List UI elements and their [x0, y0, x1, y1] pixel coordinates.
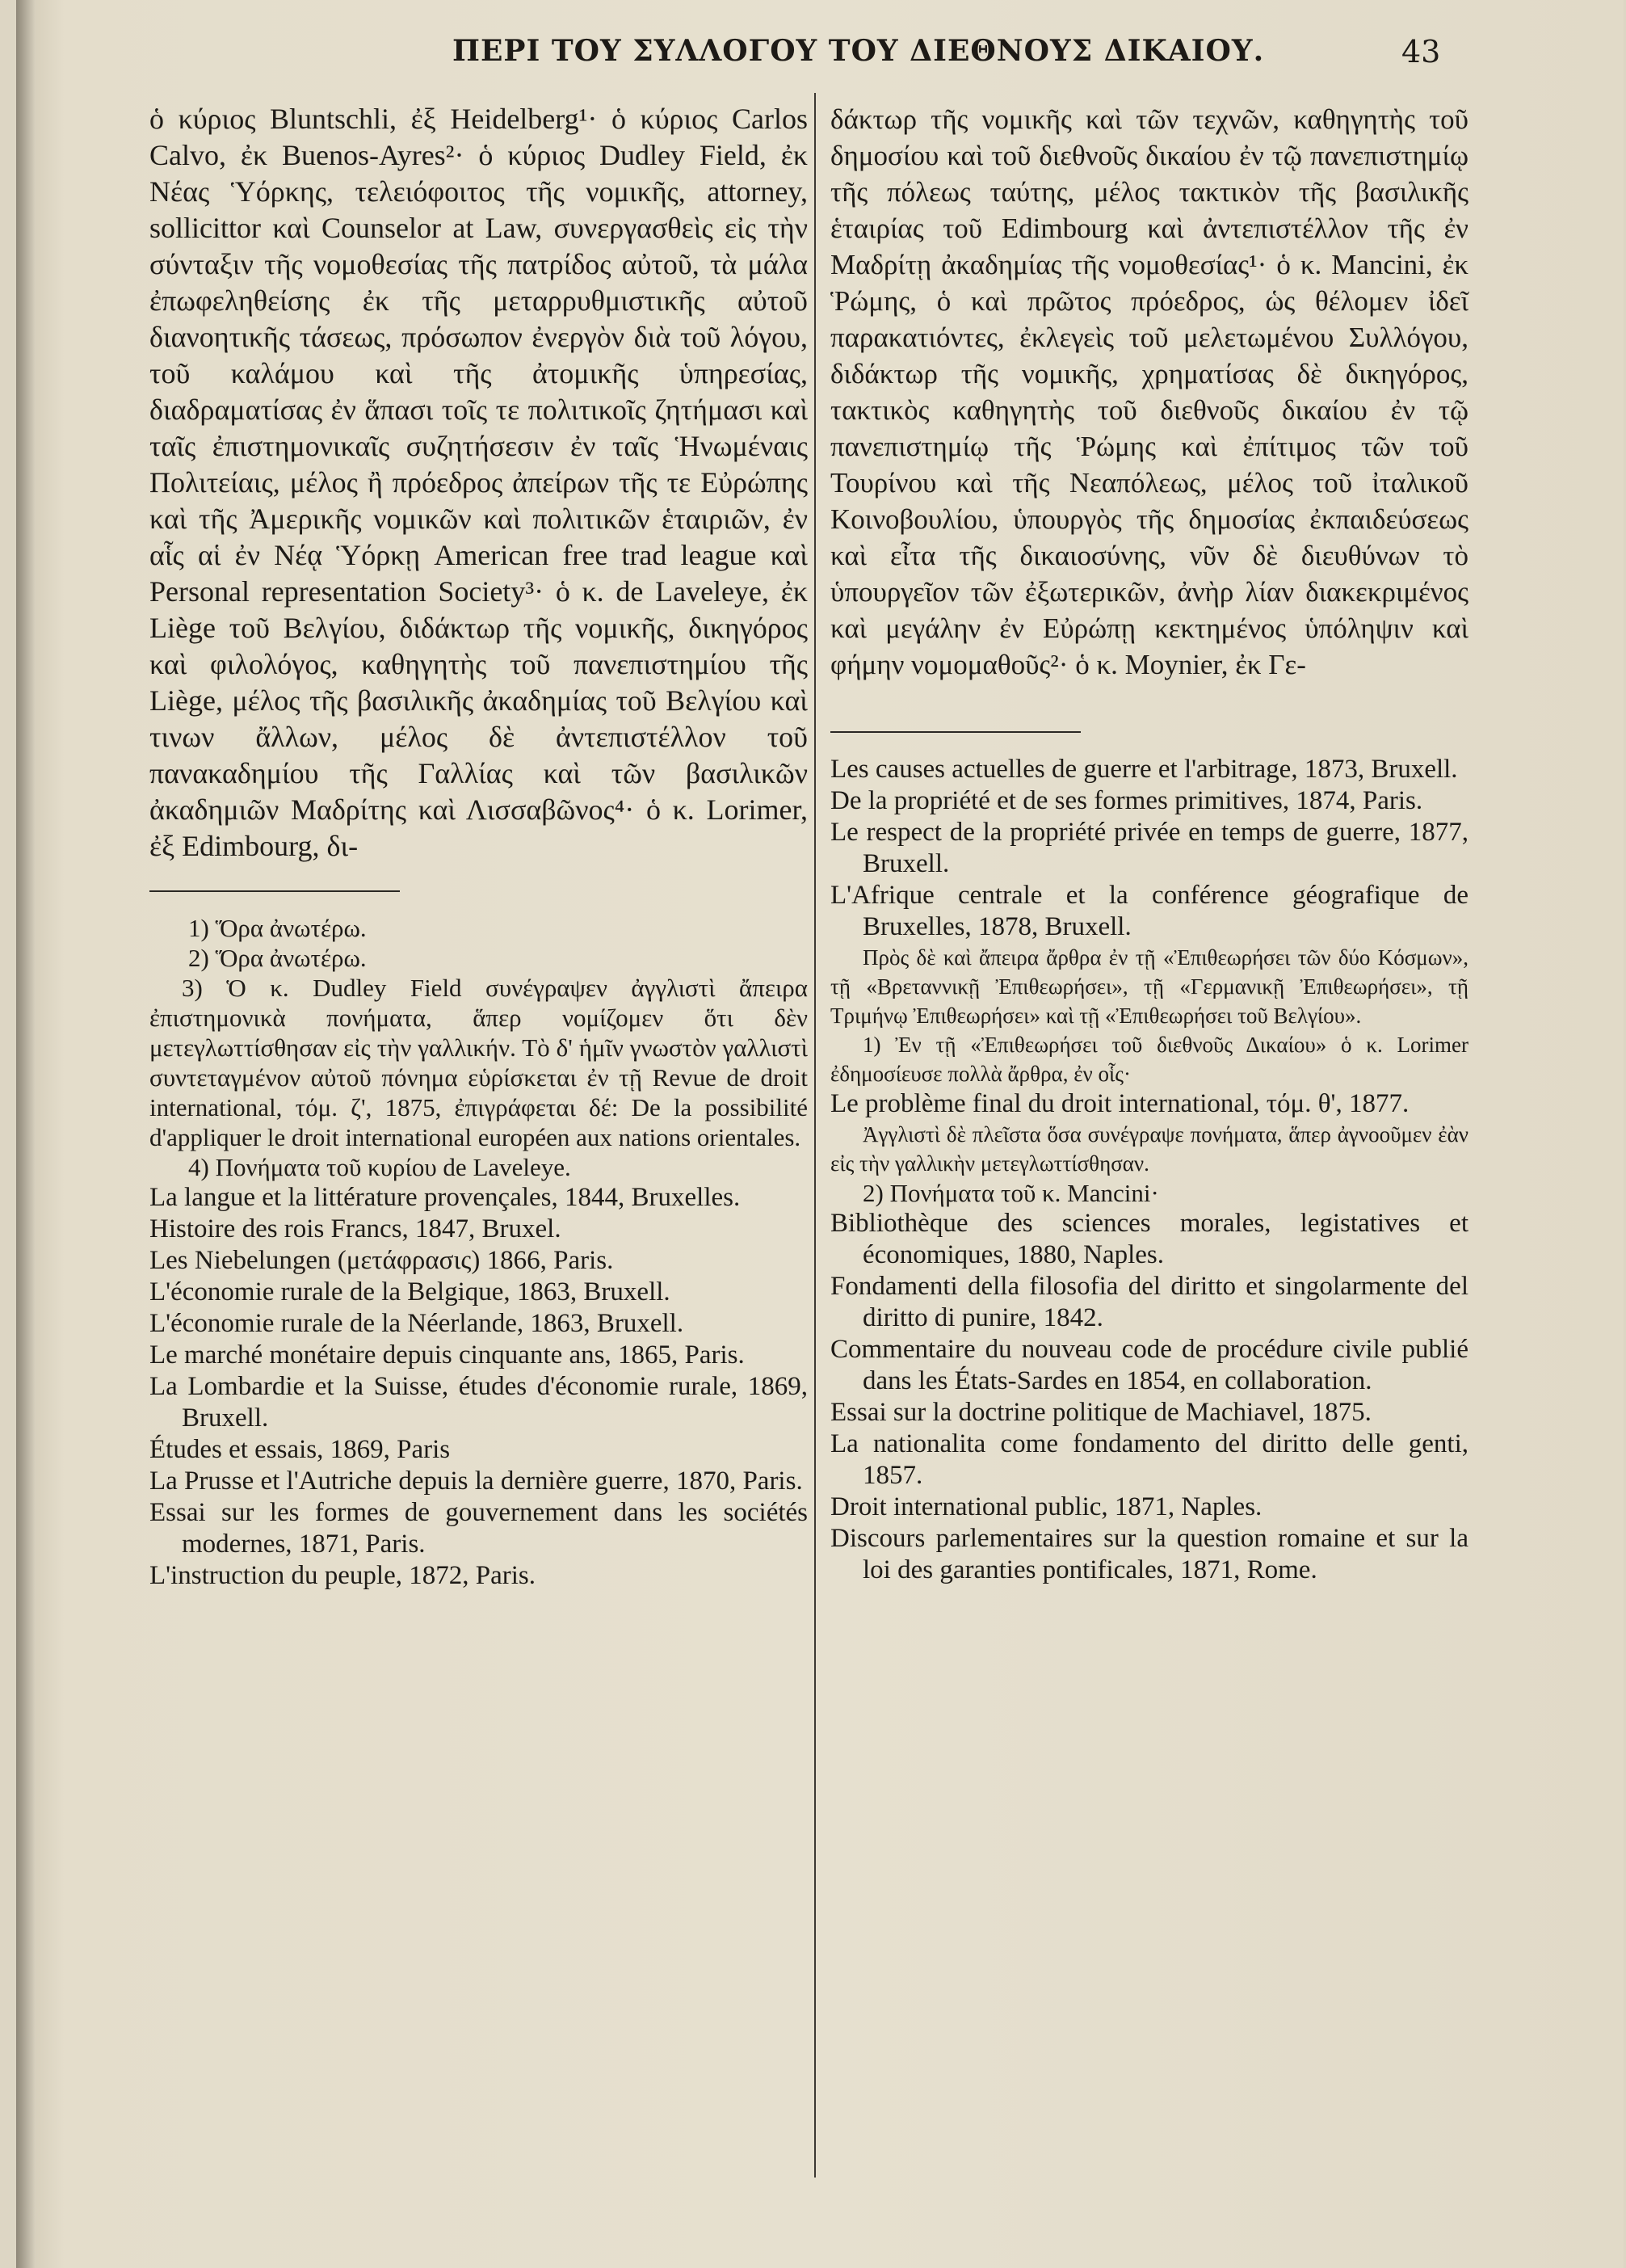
- page-number: 43: [1401, 34, 1441, 69]
- column-divider: [814, 93, 816, 2178]
- footnote-3: 3) Ὁ κ. Dudley Field συνέγραψεν ἀγγλιστὶ ἄπειρα ἐπιστημονικὰ πονήματα, ἅπερ νομίζομεν ὅτι δὲν μετεγλωττίσθησαν εἰς τὴν γαλλικήν. Τὸ δ' ἡμῖν γνωστὸν γαλλιστὶ συντεταγμένον αὐτοῦ πόνημα εὑρίσκεται ἐν τῇ Revue de droit international, τόμ. ζ', 1875, ἐπιγράφεται δέ: De la possibilité d'appliquer le droit international européen aux nations orientales.: [149, 974, 808, 1151]
- work-entry: L'instruction du peuple, 1872, Paris.: [149, 1561, 536, 1590]
- lorimer-note: Ἀγγλιστὶ δὲ πλεῖστα ὅσα συνέγραψε πονήματα, ἅπερ ἀγνοοῦμεν ἐὰν εἰς τὴν γαλλικὴν μετεγλωττίσθησαν.: [830, 1122, 1468, 1176]
- work-entry: La Lombardie et la Suisse, études d'économie rurale, 1869, Bruxell.: [149, 1372, 808, 1433]
- work-entry: Droit international public, 1871, Naples.: [830, 1492, 1263, 1521]
- work-entry: Essai sur la doctrine politique de Machiavel, 1875.: [830, 1398, 1372, 1427]
- work-entry: La langue et la littérature provençales, 1844, Bruxelles.: [149, 1183, 741, 1212]
- footnote-1: 1) Ὅρα ἀνωτέρω.: [188, 914, 367, 942]
- footnote-rule: [830, 731, 1081, 733]
- work-entry: Les Niebelungen (μετάφρασις) 1866, Paris.: [149, 1246, 614, 1275]
- book-page: [16, 0, 1624, 2268]
- work-entry: Études et essais, 1869, Paris: [149, 1435, 451, 1464]
- footnote-rule: [149, 890, 400, 892]
- footnote-2: 2) Ὅρα ἀνωτέρω.: [188, 944, 367, 972]
- work-entry: La Prusse et l'Autriche depuis la dernière guerre, 1870, Paris.: [149, 1466, 803, 1496]
- work-entry: Bibliothèque des sciences morales, legistatives et économiques, 1880, Naples.: [830, 1209, 1468, 1269]
- articles-note: Πρὸς δὲ καὶ ἄπειρα ἄρθρα ἐν τῇ «Ἐπιθεωρήσει τῶν δύο Κόσμων», τῇ «Βρεταννικῇ Ἐπιθεωρήσει», τῇ «Γερμανικῇ Ἐπιθεωρήσει», τῇ Τριμήνῳ Ἐπιθεωρήσει» καὶ τῇ «Ἐπιθεωρήσει τοῦ Βελγίου».: [830, 945, 1468, 1028]
- running-head: ΠΕΡΙ ΤΟΥ ΣΥΛΛΟΓΟΥ ΤΟΥ ΔΙΕΘΝΟΥΣ ΔΙΚΑΙΟΥ.: [452, 34, 1265, 68]
- right-body-text: δάκτωρ τῆς νομικῆς καὶ τῶν τεχνῶν, καθηγητὴς τοῦ δημοσίου καὶ τοῦ διεθνοῦς δικαίου ἐν τῷ πανεπιστημίῳ τῆς πόλεως ταύτης, μέλος τακτικὸν τῆς βασιλικῆς ἑταιρίας τοῦ Edimbourg καὶ ἀντεπιστέλλον τῆς ἐν Μαδρίτῃ ἀκαδημίας τῆς νομοθεσίας¹· ὁ κ. Mancini, ἐκ Ῥώμης, ὁ καὶ πρῶτος πρόεδρος, ὡς θέλομεν ἰδεῖ παρακατιόντες, ἐκλεγεὶς τοῦ μελετωμένου Συλλόγου, διδάκτωρ τῆς νομικῆς, χρηματίσας δὲ δικηγόρος, τακτικὸς καθηγητὴς τοῦ διεθνοῦς δικαίου ἐν τῷ πανεπιστημίῳ τῆς Ῥώμης καὶ ἐπίτιμος τῶν τοῦ Τουρίνου καὶ τῆς Νεαπόλεως, μέλος τοῦ ἰταλικοῦ Κοινοβουλίου, ὑπουργὸς τῆς δημοσίας ἐκπαιδεύσεως καὶ εἶτα τῆς δικαιοσύνης, νῦν δὲ διευθύνων τὸ ὑπουργεῖον τῶν ἐξωτερικῶν, ἀνὴρ λίαν διακεκριμένος καὶ μεγάλην ἐν Εὐρώπῃ κεκτημένος ὑπόληψιν καὶ φήμην νομομαθοῦς²· ὁ κ. Moynier, ἐκ Γε-: [830, 103, 1468, 680]
- right-footnotes: [830, 754, 1468, 1586]
- work-entry: Discours parlementaires sur la question romaine et sur la loi des garanties pontificales, 1871, Rome.: [830, 1524, 1468, 1584]
- footnote-1: 1) Ἐν τῇ «Ἐπιθεωρήσει τοῦ διεθνοῦς Δικαίου» ὁ κ. Lorimer ἐδημοσίευσε πολλὰ ἄρθρα, ἐν οἷς·: [830, 1033, 1468, 1086]
- work-entry: L'Afrique centrale et la conférence géografique de Bruxelles, 1878, Bruxell.: [830, 881, 1468, 941]
- work-entry: Le marché monétaire depuis cinquante ans, 1865, Paris.: [149, 1340, 745, 1370]
- work-entry: Le problème final du droit international, τόμ. θ', 1877.: [830, 1089, 1410, 1118]
- left-body-text: ὁ κύριος Bluntschli, ἐξ Heidelberg¹· ὁ κύριος Carlos Calvo, ἐκ Buenos-Ayres²· ὁ κύριος Dudley Field, ἐκ Νέας Ὑόρκης, τελειόφοιτος τῆς νομικῆς, attorney, sollicittor καὶ Counselor at Law, συνεργασθεὶς εἰς τὴν σύνταξιν τῆς νομοθεσίας τῆς πατρίδος αὐτοῦ, τὰ μάλα ἐπωφεληθείσης ἐκ τῆς μεταρρυθμιστικῆς αὐτοῦ διανοητικῆς τάσεως, πρόσωπον ἐνεργὸν διὰ τοῦ λόγου, τοῦ καλάμου καὶ τῆς ἀτομικῆς ὑπηρεσίας, διαδραματίσας ἐν ἅπασι τοῖς τε πολιτικοῖς ζητήμασι καὶ ταῖς ἐπιστημονικαῖς συζητήσεσιν ἐν ταῖς Ἡνωμέναις Πολιτείαις, μέλος ἢ πρόεδρος ἀπείρων τῆς τε Εὐρώπης καὶ τῆς Ἀμερικῆς νομικῶν καὶ πολιτικῶν ἑταιριῶν, ἐν αἷς αἱ ἐν Νέᾳ Ὑόρκῃ American free trad league καὶ Personal representation Society³· ὁ κ. de Laveleye, ἐκ Liège τοῦ Βελγίου, διδάκτωρ τῆς νομικῆς, δικηγόρος καὶ φιλολόγος, καθηγητὴς τοῦ πανεπιστημίου τῆς Liège, μέλος τῆς βασιλικῆς ἀκαδημίας τοῦ Βελγίου καὶ τινων ἄλλων, μέλος δὲ ἀντεπιστέλλον τοῦ πανακαδημίου τῆς Γαλλίας καὶ τῶν βασιλικῶν ἀκαδημιῶν Μαδρίτης καὶ Λισσαβῶνος⁴· ὁ κ. Lorimer, ἐξ Edimbourg, δι-: [149, 103, 808, 862]
- work-entry: L'économie rurale de la Néerlande, 1863, Bruxell.: [149, 1309, 684, 1338]
- work-entry: Commentaire du nouveau code de procédure civile publié dans les États-Sardes en 1854, en collaboration.: [830, 1335, 1468, 1395]
- work-entry: Les causes actuelles de guerre et l'arbitrage, 1873, Bruxell.: [830, 755, 1458, 784]
- work-entry: Le respect de la propriété privée en temps de guerre, 1877, Bruxell.: [830, 818, 1468, 878]
- gutter-shadow: [16, 0, 36, 2268]
- work-entry: Histoire des rois Francs, 1847, Bruxel.: [149, 1214, 561, 1243]
- footnote-4: 4) Πονήματα τοῦ κυρίου de Laveleye.: [188, 1153, 571, 1181]
- work-entry: La nationalita come fondamento del diritto delle genti, 1857.: [830, 1429, 1468, 1490]
- work-entry: L'économie rurale de la Belgique, 1863, Bruxell.: [149, 1277, 670, 1307]
- left-column: [149, 101, 808, 1592]
- right-column: [830, 101, 1468, 1586]
- footnote-2: 2) Πονήματα τοῦ κ. Mancini·: [863, 1179, 1159, 1207]
- work-entry: De la propriété et de ses formes primitives, 1874, Paris.: [830, 786, 1423, 815]
- work-entry: Essai sur les formes de gouvernement dans les sociétés modernes, 1871, Paris.: [149, 1498, 808, 1559]
- left-footnotes: [149, 913, 808, 1592]
- work-entry: Fondamenti della filosofia del diritto et singolarmente del diritto di punire, 1842.: [830, 1272, 1468, 1332]
